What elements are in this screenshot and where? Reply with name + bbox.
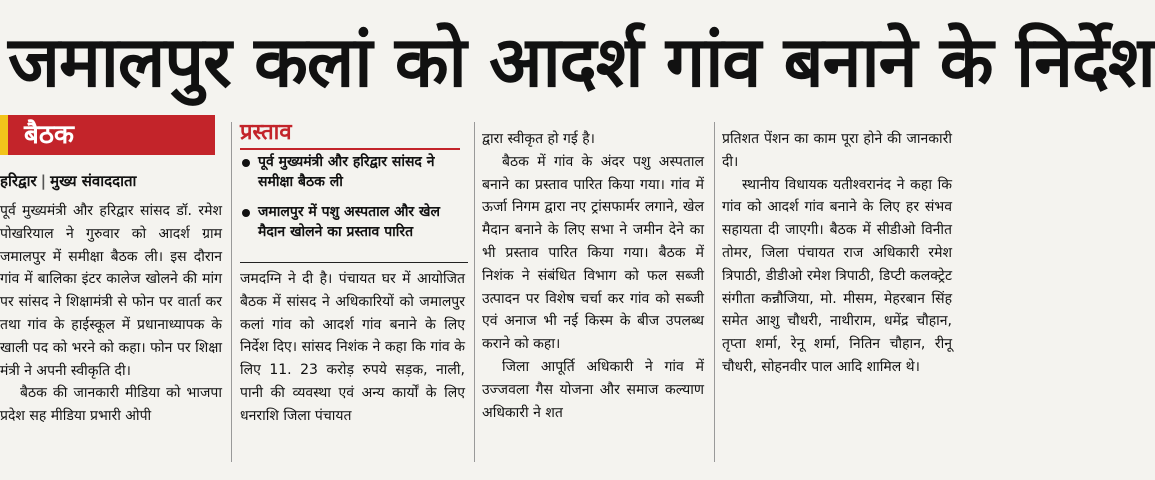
- section-tag: [0, 115, 215, 155]
- byline-author: मुख्य संवाददाता: [50, 172, 137, 190]
- byline-separator: |: [40, 172, 47, 190]
- byline: [0, 168, 225, 194]
- proposal-point: जमालपुर में पशु अस्पताल और खेल मैदान खोलने का प्रस्ताव पारित: [240, 202, 468, 242]
- column-divider: [231, 122, 232, 462]
- column-1-paragraph: पूर्व मुख्यमंत्री और हरिद्वार सांसद डॉ. रमेश पोखरियाल ने गुरुवार को आदर्श ग्राम जमालपुर में समीक्षा बैठक ली। इस दौरान गांव में बालिका इंटर कालेज खोलने की मांग पर सांसद ने शिक्षामंत्री से फोन पर वार्ता कर तथा गांव के हाईस्कूल में प्रधानाध्यापक के खाली पद को भरने को कहा। फोन पर शिक्षा मंत्री ने अपनी स्वीकृति दी।: [0, 203, 222, 379]
- column-3-paragraph: बैठक में गांव के अंदर पशु अस्पताल बनाने का प्रस्ताव पारित किया गया। गांव में ऊर्जा निगम द्वारा नए ट्रांसफार्मर लगाने, खेल मैदान बनाने के लिए सभा ने जमीन देने का भी प्रस्ताव पारित किया गया। बैठक में निशंक ने संबंधित विभाग को फल सब्जी उत्पादन पर विशेष चर्चा कर गांव को सब्जी एवं अनाज भी नई किस्म के बीज उपलब्ध कराने को कहा।: [482, 153, 704, 353]
- column-3-paragraph: जिला आपूर्ति अधिकारी ने गांव में उज्जवला गैस योजना और समाज कल्याण अधिकारी ने शत: [482, 358, 704, 421]
- proposal-heading: प्रस्ताव: [240, 116, 460, 150]
- column-1-paragraph: बैठक की जानकारी मीडिया को भाजपा प्रदेश सह मीडिया प्रभारी ओपी: [0, 385, 222, 425]
- section-tag-label: बैठक: [24, 120, 74, 150]
- column-divider: [714, 122, 715, 462]
- column-4-paragraph: स्थानीय विधायक यतीश्वरानंद ने कहा कि गांव को आदर्श गांव बनाने के लिए हर संभव सहायता दी जाएगी। बैठक में सीडीओ विनीत तोमर, जिला पंचायत राज अधिकारी रमेश त्रिपाठी, डीडीओ रमेश त्रिपाठी, डिप्टी कलक्ट्रेट संगीता कन्नौजिया, मो. मीसम, मेहरबान सिंह समेत आशु चौधरी, नाथीराम, धमेंद्र चौहान, तृप्ता शर्मा, रेनू शर्मा, नितिन चौहान, रीनू चौधरी, सोहनवीर पाल आदि शामिल थे।: [722, 176, 952, 375]
- article-column-1: [0, 200, 222, 428]
- column-4-paragraph: प्रतिशत पेंशन का काम पूरा होने की जानकारी दी।: [722, 131, 952, 170]
- article-column-4: [722, 128, 952, 379]
- byline-place: हरिद्वार: [0, 172, 37, 190]
- proposal-list: [240, 152, 468, 252]
- proposal-point: पूर्व मुख्यमंत्री और हरिद्वार सांसद ने समीक्षा बैठक ली: [240, 152, 468, 192]
- column-divider: [474, 122, 475, 462]
- headline: जमालपुर कलां को आदर्श गांव बनाने के निर्देश: [8, 21, 1155, 103]
- article-column-3: [482, 128, 704, 424]
- column-2-paragraph: जमदग्नि ने दी है। पंचायत घर में आयोजित बैठक में सांसद ने अधिकारियों को जमालपुर कलां गांव को आदर्श गांव बनाने के लिए निर्देश दिए। सांसद निशंक ने कहा कि गांव के लिए 11. 23 करोड़ रुपये सड़क, नाली, पानी की व्यवस्था एवं अन्य कार्यों के लिए धनराशि जिला पंचायत: [240, 271, 465, 424]
- column-3-paragraph: द्वारा स्वीकृत हो गई है।: [482, 131, 595, 147]
- proposal-divider: [240, 262, 468, 263]
- article-column-2: [240, 268, 465, 428]
